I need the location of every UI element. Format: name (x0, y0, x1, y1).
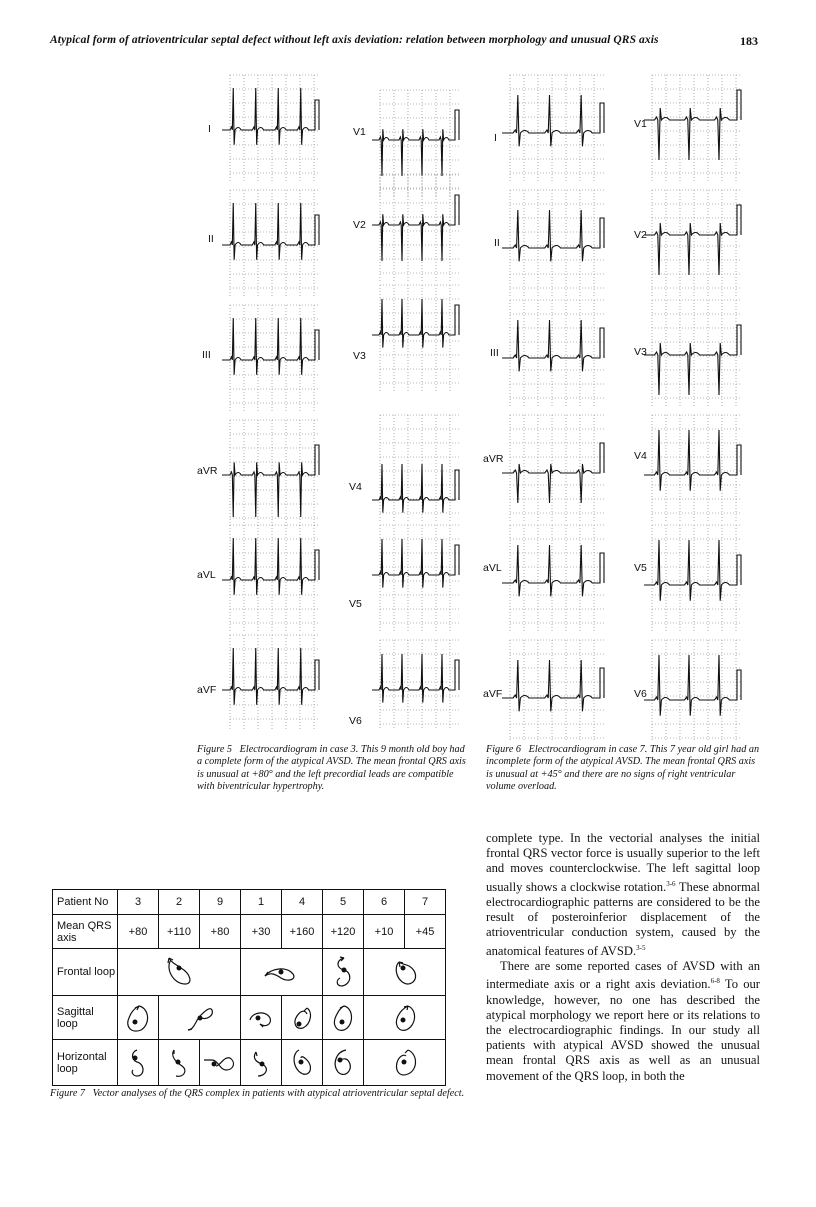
calibration-pulse (597, 443, 604, 473)
row-label: Sagittal loop (53, 996, 118, 1040)
sagittal-loop-cell (159, 996, 241, 1040)
horizontal-loop-cell (200, 1040, 241, 1086)
ecg-grid (510, 640, 605, 740)
table-cell: 4 (282, 890, 323, 915)
table-cell: 3 (118, 890, 159, 915)
lead-label: aVF (197, 684, 217, 696)
table-row (53, 1040, 446, 1086)
lead-label: aVR (483, 453, 504, 465)
calibration-pulse (597, 103, 604, 133)
calibration-pulse (734, 670, 741, 700)
lead-label: aVL (483, 562, 502, 574)
calibration-pulse (597, 553, 604, 583)
calibration-pulse (312, 550, 319, 580)
loop-diagram (257, 954, 307, 990)
ecg-trace (222, 203, 312, 260)
lead-label: aVF (483, 688, 503, 700)
ecg-grid (380, 285, 460, 393)
caption-label: Figure 7 (50, 1088, 85, 1099)
figure-7-caption (50, 1088, 470, 1100)
horizontal-loop-cell (118, 1040, 159, 1086)
table-cell: 7 (405, 890, 446, 915)
ecg-grid (652, 640, 742, 740)
loop-diagram (123, 1044, 153, 1082)
ecg-trace (502, 320, 597, 371)
calibration-pulse (452, 545, 459, 575)
sagittal-loop-cell (241, 996, 282, 1040)
loop-diagram (121, 1000, 155, 1036)
ecg-trace (372, 299, 452, 348)
figure-6-ecg (480, 70, 780, 740)
loop-diagram (326, 1044, 360, 1082)
ecg-trace (644, 430, 734, 491)
ecg-grid (510, 75, 605, 183)
ecg-trace (644, 108, 734, 160)
calibration-pulse (312, 445, 319, 475)
lead-label: V4 (634, 450, 647, 462)
ecg-grid (652, 190, 742, 298)
ecg-trace (222, 88, 312, 145)
lead-label: III (490, 347, 499, 359)
ecg-trace (502, 545, 597, 596)
ecg-grid (380, 175, 460, 283)
ecg-trace (502, 464, 597, 503)
table-cell: +160 (282, 915, 323, 949)
table-cell: +45 (405, 915, 446, 949)
ecg-trace (644, 223, 734, 275)
lead-label: V6 (634, 688, 647, 700)
loop-diagram (388, 1000, 422, 1036)
frontal-loop-cell (364, 949, 446, 996)
ecg-trace (644, 540, 734, 601)
caption-text: Vector analyses of the QRS complex in patients with atypical atrioventricular septal defect. (92, 1088, 465, 1099)
table-cell: +80 (200, 915, 241, 949)
calibration-pulse (452, 195, 459, 225)
table-cell: 6 (364, 890, 405, 915)
loop-diagram (246, 1044, 276, 1082)
figure-5-caption (197, 744, 467, 793)
ecg-grid (230, 635, 320, 730)
table-cell: 1 (241, 890, 282, 915)
ecg-grid (380, 525, 460, 633)
horizontal-loop-cell (241, 1040, 282, 1086)
paragraph: There are some reported cases of AVSD with an intermediate axis or a right axis deviation.$^{6-8}$ To our knowledge, however, no one has described the atypical morphology we report here or its relations to the electrocardiographic findings. In our study all patients with atypical AVSD showed the unusual mean frontal QRS axis as well as an unusual movement of the QRS loop, in both the (486, 959, 761, 1083)
caption-text: Electrocardiogram in case 3. This 9 month old boy had a complete form of the atypical AVSD. The mean frontal QRS axis is unusual at +80° and the left precordial leads are compatible with biventricular hypertrophy. (197, 744, 466, 792)
loop-diagram (285, 1000, 319, 1036)
calibration-pulse (312, 660, 319, 690)
ecg-trace (222, 538, 312, 595)
row-label: Patient No (53, 890, 118, 915)
frontal-loop-cell (323, 949, 364, 996)
ecg-trace (372, 214, 452, 261)
lead-label: V5 (349, 598, 362, 610)
lead-label: II (494, 237, 500, 249)
lead-label: V6 (349, 715, 362, 727)
lead-label: II (208, 233, 214, 245)
table-row (53, 890, 446, 915)
ecg-grid (652, 415, 742, 523)
ecg-grid (510, 415, 605, 523)
calibration-pulse (452, 470, 459, 500)
ecg-grid (380, 90, 460, 198)
caption-text: Electrocardiogram in case 7. This 7 year old girl had an incomplete form of the atypical AVSD. The mean frontal QRS axis is unusual at +45° and there are no signs of right ventricular volume overload. (486, 744, 760, 792)
frontal-loop-cell (118, 949, 241, 996)
calibration-pulse (734, 555, 741, 585)
calibration-pulse (734, 90, 741, 120)
sagittal-loop-cell (118, 996, 159, 1040)
lead-label: aVL (197, 569, 216, 581)
row-label: Mean QRS axis (53, 915, 118, 949)
lead-label: aVR (197, 465, 218, 477)
figure-7-table (52, 889, 446, 1086)
horizontal-loop-cell (323, 1040, 364, 1086)
calibration-pulse (734, 205, 741, 235)
horizontal-loop-cell (282, 1040, 323, 1086)
calibration-pulse (597, 328, 604, 358)
lead-label: V4 (349, 481, 362, 493)
sagittal-loop-cell (364, 996, 446, 1040)
calibration-pulse (734, 325, 741, 355)
figure-5-ecg (190, 70, 480, 730)
table-cell: +30 (241, 915, 282, 949)
table-cell: 9 (200, 890, 241, 915)
table-cell: 2 (159, 890, 200, 915)
loop-diagram (164, 1044, 194, 1082)
calibration-pulse (312, 330, 319, 360)
ecg-grid (380, 640, 460, 730)
paragraph: complete type. In the vectorial analyses the initial frontal QRS vector force is usually superior to the left and moves counterclockwise. The left sagittal loop usually shows a clockwise rotation.$^{3-6}$ These abnormal electrocardiographic patterns are considered to be the result of posteroinferior displacement of the atrioventricular conduction system, caused by the anatomical features of AVSD.$^{3-5}$ (486, 831, 761, 958)
calibration-pulse (597, 668, 604, 698)
loop-diagram (326, 1000, 360, 1036)
ecg-grid (510, 300, 605, 408)
ecg-trace (372, 129, 452, 176)
loop-diagram (159, 954, 199, 990)
ecg-trace (502, 210, 597, 261)
ecg-trace (372, 654, 452, 703)
loop-diagram (388, 1044, 422, 1082)
ecg-grid (510, 525, 605, 633)
table-row (53, 915, 446, 949)
loop-diagram (180, 1000, 220, 1036)
loop-diagram (244, 1000, 278, 1036)
horizontal-loop-cell (364, 1040, 446, 1086)
row-label: Frontal loop (53, 949, 118, 996)
table-row (53, 949, 446, 996)
caption-label: Figure 5 (197, 744, 232, 755)
calibration-pulse (452, 110, 459, 140)
ecg-trace (644, 343, 734, 395)
calibration-pulse (312, 100, 319, 130)
sagittal-loop-cell (282, 996, 323, 1040)
table-row (53, 996, 446, 1040)
caption-label: Figure 6 (486, 744, 521, 755)
loop-diagram (285, 1044, 319, 1082)
calibration-pulse (597, 218, 604, 248)
calibration-pulse (312, 215, 319, 245)
table-cell: +10 (364, 915, 405, 949)
lead-label: V3 (353, 350, 366, 362)
ecg-grid (652, 525, 742, 633)
row-label: Horizontal loop (53, 1040, 118, 1086)
frontal-loop-cell (241, 949, 323, 996)
loop-diagram (200, 1048, 240, 1078)
ecg-grid (380, 415, 460, 523)
lead-label: V1 (634, 118, 647, 130)
ecg-trace (644, 655, 734, 716)
ecg-grid (652, 75, 742, 183)
ecg-grid (510, 190, 605, 298)
running-title: Atypical form of atrioventricular septal defect without left axis deviation: relation between morphology and unusual QRS axis (50, 34, 659, 46)
calibration-pulse (734, 445, 741, 475)
calibration-pulse (452, 660, 459, 690)
lead-label: V3 (634, 346, 647, 358)
table-cell: +80 (118, 915, 159, 949)
ecg-trace (222, 648, 312, 705)
table-cell: +120 (323, 915, 364, 949)
lead-label: V2 (634, 229, 647, 241)
lead-label: III (202, 349, 211, 361)
table-cell: 5 (323, 890, 364, 915)
horizontal-loop-cell (159, 1040, 200, 1086)
lead-label: V1 (353, 126, 366, 138)
body-text (486, 831, 760, 1084)
lead-label: I (494, 132, 497, 144)
page-number: 183 (740, 34, 758, 48)
ecg-trace (372, 539, 452, 588)
loop-diagram (385, 954, 425, 990)
ecg-trace (502, 95, 597, 146)
lead-label: V5 (634, 562, 647, 574)
lead-label: I (208, 123, 211, 135)
table-cell: +110 (159, 915, 200, 949)
figure-6-caption (486, 744, 762, 793)
loop-diagram (328, 952, 358, 992)
sagittal-loop-cell (323, 996, 364, 1040)
calibration-pulse (452, 305, 459, 335)
ecg-trace (502, 660, 597, 711)
lead-label: V2 (353, 219, 366, 231)
ecg-trace (222, 318, 312, 375)
